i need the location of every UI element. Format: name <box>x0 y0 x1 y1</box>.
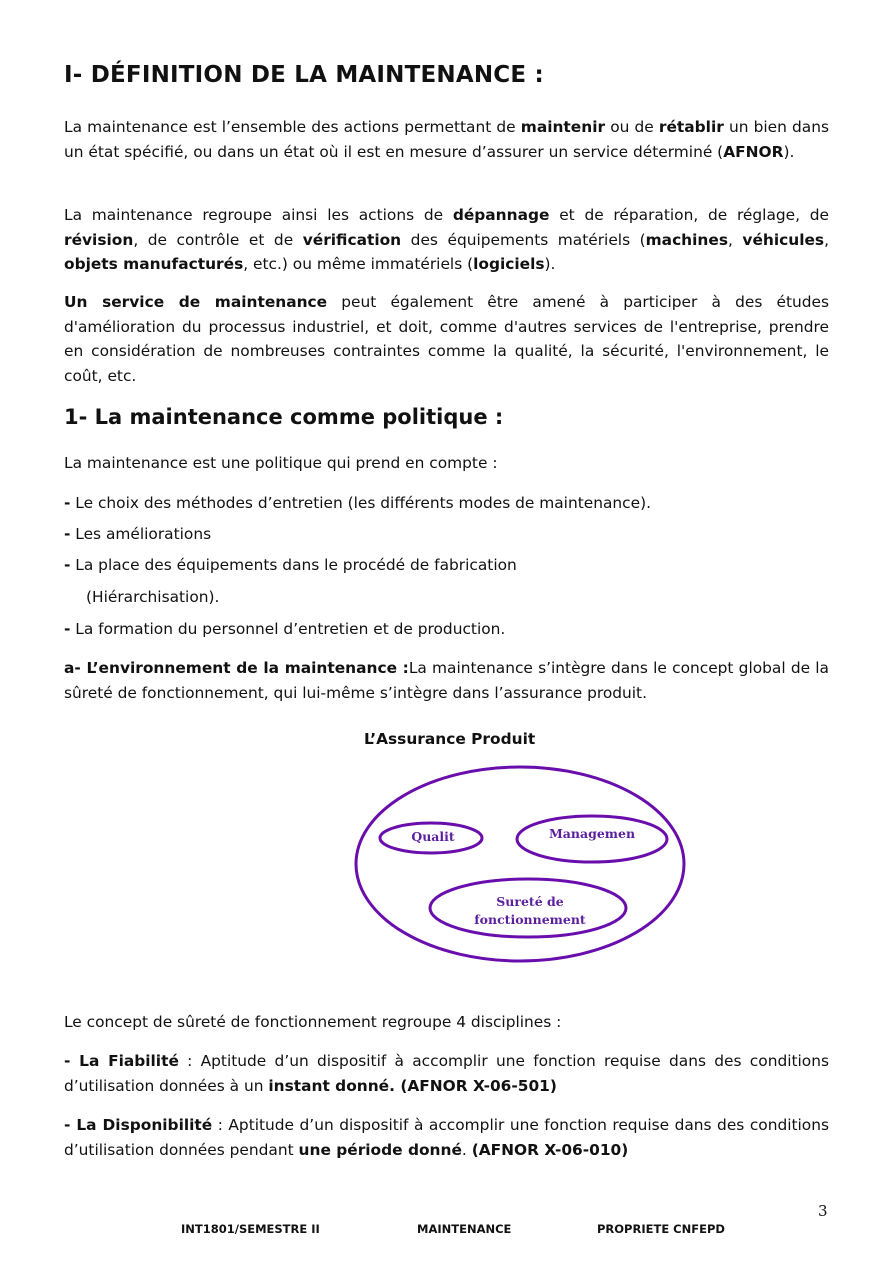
footer-right: PROPRIETE CNFEPD <box>597 1222 725 1236</box>
bold-text: une période donné <box>298 1140 462 1159</box>
text: , <box>727 230 743 249</box>
disciplines-intro: Le concept de sûreté de fonctionnement regroupe 4 disciplines : <box>64 1013 562 1031</box>
environment-paragraph <box>64 656 829 705</box>
availability-paragraph <box>64 1113 829 1162</box>
bold-text: révision <box>64 230 134 249</box>
text: peut également être amené à participer à des études d'amélioration du processus industriel, et doit, comme d'autres services de l'entreprise, prendre en considération de nombreuses contraintes comme la qualité, la sécurité, l'environnement, le coût, etc. <box>64 293 829 385</box>
text: des équipements matériels ( <box>401 230 646 249</box>
bold-text: instant donné. (AFNOR X-06-501) <box>268 1076 557 1095</box>
text: La maintenance regroupe ainsi les actions de <box>64 206 453 224</box>
reliability-paragraph <box>64 1049 829 1098</box>
text: . <box>461 1140 472 1159</box>
diagram-title: L’Assurance Produit <box>364 730 536 748</box>
text: , de contrôle et de <box>133 230 303 249</box>
bold-text: logiciels <box>473 255 545 273</box>
actions-paragraph <box>64 203 829 277</box>
assurance-produit-diagram <box>354 762 694 968</box>
text: Le choix des méthodes d’entretien (les différents modes de maintenance). <box>70 494 651 512</box>
management-label: Managemen <box>548 826 636 841</box>
bold-text: maintenir <box>520 118 606 136</box>
bold-text: La Fiabilité <box>70 1052 179 1070</box>
section-heading: I- DÉFINITION DE LA MAINTENANCE : <box>64 62 544 88</box>
bold-text: La Disponibilité <box>70 1116 213 1134</box>
text: : Aptitude d’un dispositif à accomplir une fonction requise dans des conditions d’utilisation données à un <box>64 1052 829 1095</box>
dash: - <box>64 620 71 638</box>
text: La maintenance s’intègre dans le concept global de la sûreté de fonctionnement, qui lui-même s’intègre dans l’assurance produit. <box>64 659 829 702</box>
bold-text: dépannage <box>452 206 550 224</box>
dash: - <box>64 1116 71 1134</box>
safety-label-line2: fonctionnement <box>474 912 586 927</box>
text: La formation du personnel d’entretien et de production. <box>70 620 506 638</box>
text: La maintenance est l’ensemble des actions permettant de <box>64 118 521 136</box>
text: , <box>824 230 829 249</box>
definition-paragraph <box>64 115 829 164</box>
text: ou de <box>605 118 659 136</box>
list-item-continuation: (Hiérarchisation). <box>86 588 220 606</box>
text: : Aptitude d’un dispositif à accomplir une fonction requise dans des conditions d’utilisation données pendant <box>64 1116 829 1159</box>
bold-text: véhicules <box>742 230 825 249</box>
subsection-heading: 1- La maintenance comme politique : <box>64 405 504 429</box>
bold-text: (AFNOR X-06-010) <box>471 1140 629 1159</box>
bold-text: rétablir <box>658 118 724 136</box>
outer-ellipse <box>356 767 684 961</box>
page-number: 3 <box>818 1202 828 1220</box>
list-item <box>64 617 505 641</box>
bold-text: AFNOR <box>723 142 784 161</box>
text: , etc.) ou même immatériels ( <box>243 255 474 273</box>
bold-text: Un service de maintenance <box>64 293 328 311</box>
dash: - <box>64 494 71 512</box>
footer-left: INT1801/SEMESTRE II <box>181 1222 320 1236</box>
quality-label: Qualit <box>411 829 455 844</box>
footer-center: MAINTENANCE <box>417 1222 512 1236</box>
bold-text: objets manufacturés <box>64 255 244 273</box>
text: et de réparation, de réglage, de <box>549 206 829 224</box>
list-item <box>64 491 651 515</box>
dash: - <box>64 556 71 574</box>
text: un bien dans un état spécifié, ou dans un état où il est en mesure d’assurer un service déterminé ( <box>64 118 829 161</box>
text: ). <box>783 142 795 161</box>
dash: - <box>64 1052 71 1070</box>
safety-label-line1: Sureté de <box>496 894 564 909</box>
bold-text: vérification <box>302 230 402 249</box>
bold-text: machines <box>645 230 728 249</box>
list-item <box>64 553 517 577</box>
text: ). <box>544 255 556 273</box>
list-item <box>64 522 211 546</box>
policy-intro: La maintenance est une politique qui prend en compte : <box>64 454 498 472</box>
bold-text: a- L’environnement de la maintenance : <box>64 659 409 677</box>
service-paragraph <box>64 290 829 388</box>
dash: - <box>64 525 71 543</box>
text: La place des équipements dans le procédé de fabrication <box>70 556 517 574</box>
text: Les améliorations <box>70 525 212 543</box>
